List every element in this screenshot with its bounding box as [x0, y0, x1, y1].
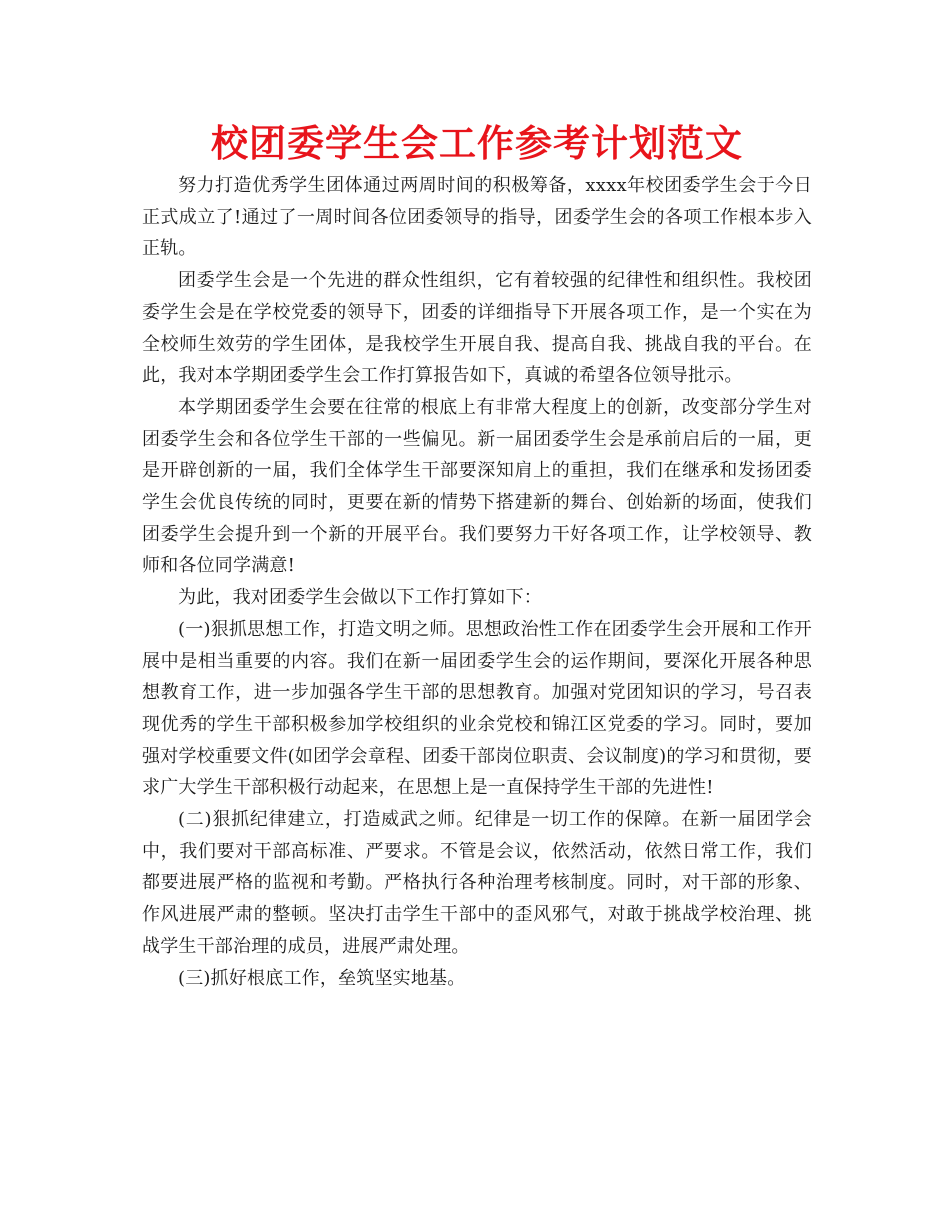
paragraph-organization: 团委学生会是一个先进的群众性组织，它有着较强的纪律性和组织性。我校团委学生会是在学校党委的领导下，团委的详细指导下开展各项工作，是一个实在为全校师生效劳的学生团体，是我校学生开展自我、提高自我、挑战自我的平台。在此，我对本学期团委学生会工作打算报告如下，真诚的希望各位领导批示。: [142, 270, 812, 387]
paragraph-intro: 努力打造优秀学生团体通过两周时间的积极筹备，xxxx年校团委学生会于今日正式成立了!通过了一周时间各位团委领导的指导，团委学生会的各项工作根本步入正轨。: [142, 175, 812, 260]
paragraph-item-1: (一)狠抓思想工作，打造文明之师。思想政治性工作在团委学生会开展和工作开展中是相当重要的内容。我们在新一届团委学生会的运作期间，要深化开展各种思想教育工作，进一步加强各学生干部的思想教育。加强对党团知识的学习，号召表现优秀的学生干部积极参加学校组织的业余党校和锦江区党委的学习。同时，要加强对学校重要文件(如团学会章程、团委干部岗位职责、会议制度)的学习和贯彻，要求广大学生干部积极行动起来，在思想上是一直保持学生干部的先进性!: [142, 618, 812, 799]
paragraph-item-3: (三)抓好根底工作，垒筑坚实地基。: [178, 967, 466, 989]
paragraph-item-2: (二)狠抓纪律建立，打造威武之师。纪律是一切工作的保障。在新一届团学会中，我们要对干部高标准、严要求。不管是会议，依然活动，依然日常工作，我们都要进展严格的监视和考勤。严格执行各种治理考核制度。同时，对干部的形象、作风进展严肃的整顿。坚决打击学生干部中的歪风邪气，对敢于挑战学校治理、挑战学生干部治理的成员，进展严肃处理。: [142, 809, 812, 957]
paragraph-plan-intro: 为此，我对团委学生会做以下工作打算如下：: [178, 587, 542, 609]
document-page: [142, 118, 812, 994]
paragraph-semester-goals: 本学期团委学生会要在往常的根底上有非常大程度上的创新，改变部分学生对团委学生会和各位学生干部的一些偏见。新一届团委学生会是承前启后的一届，更是开辟创新的一届，我们全体学生干部要深知肩上的重担，我们在继承和发扬团委学生会优良传统的同时，更要在新的情势下搭建新的舞台、创始新的场面，使我们团委学生会提升到一个新的开展平台。我们要努力干好各项工作，让学校领导、教师和各位同学满意!: [142, 396, 812, 577]
document-title: 校团委学生会工作参考计划范文: [211, 122, 743, 165]
